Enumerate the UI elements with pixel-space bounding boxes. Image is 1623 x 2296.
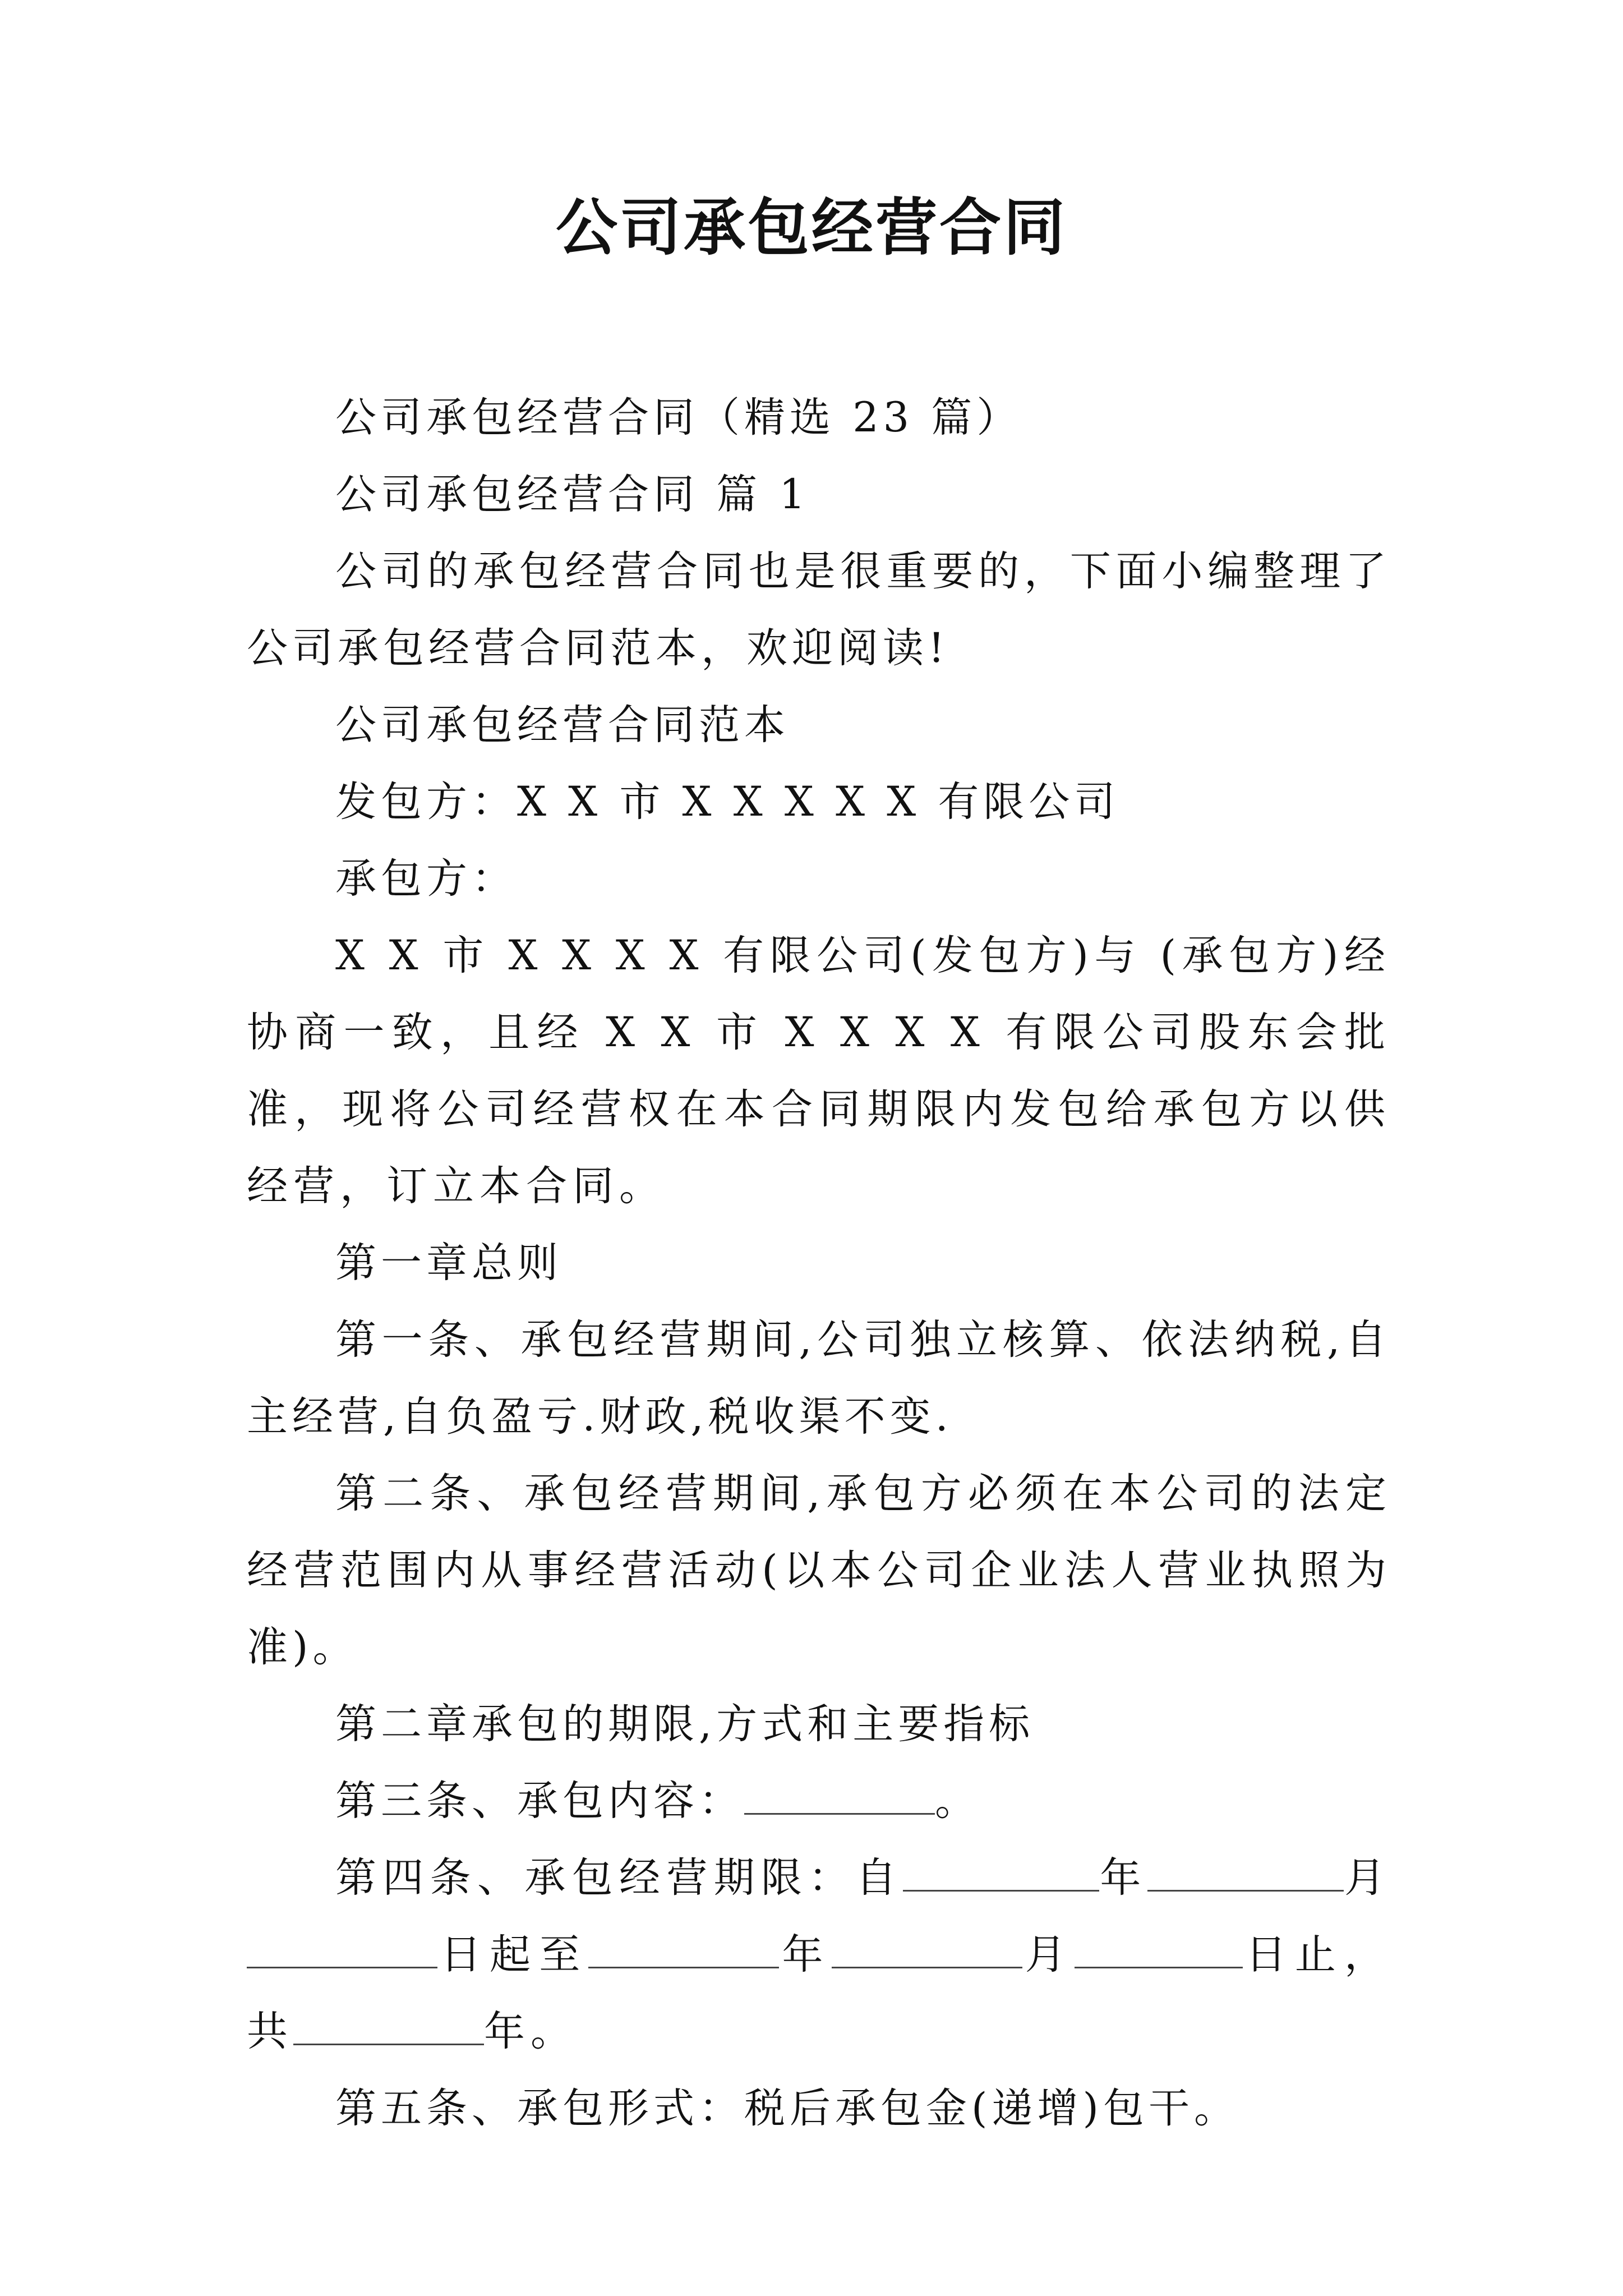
- article-4-blank-month-1: [1147, 1854, 1344, 1892]
- paragraph-party-a: 发包方：X X 市 X X X X X 有限公司: [335, 778, 1120, 826]
- article-4-year-1: 年: [1099, 1854, 1147, 1902]
- paragraph-section-heading: 公司承包经营合同 篇 1: [335, 471, 810, 518]
- paragraph-chapter-1: 第一章总则: [335, 1239, 562, 1287]
- article-4-prefix: 第四条、承包经营期限：自: [335, 1854, 903, 1902]
- paragraph-article-3: [247, 1763, 1391, 1839]
- paragraph-intro: 公司的承包经营合同也是很重要的，下面小编整理了公司承包经营合同范本，欢迎阅读!: [247, 547, 1391, 672]
- article-4-month-1: 月: [1343, 1854, 1391, 1902]
- article-3-prefix: 第三条、承包内容：: [335, 1777, 744, 1825]
- article-4-blank-day-2: [1075, 1931, 1243, 1968]
- paragraph-template-title: 公司承包经营合同范本: [335, 701, 790, 749]
- article-4-blank-year-2: [588, 1931, 779, 1968]
- paragraph-article-2: 第二条、承包经营期间,承包方必须在本公司的法定经营范围内从事经营活动(以本公司企业法人营业执照为准)。: [247, 1470, 1391, 1671]
- article-4-day-1: 日起至: [437, 1931, 589, 1978]
- document-title: 公司承包经营合同: [556, 191, 1067, 264]
- article-4-month-2: 月: [1022, 1931, 1075, 1978]
- paragraph-chapter-2: 第二章承包的期限,方式和主要指标: [335, 1700, 1035, 1748]
- article-4-total-suffix: 年。: [484, 2008, 577, 2055]
- paragraph-article-5: 第五条、承包形式：税后承包金(递增)包干。: [335, 2085, 1239, 2132]
- article-4-blank-month-2: [832, 1931, 1022, 1968]
- article-4-blank-day-1: [247, 1931, 437, 1968]
- article-4-blank-year-1: [903, 1854, 1099, 1892]
- article-4-blank-total: [293, 2008, 484, 2045]
- paragraph-party-b: 承包方：: [335, 855, 517, 903]
- paragraph-article-4: [247, 1839, 1391, 2070]
- article-4-total-prefix: 共: [247, 2008, 293, 2055]
- paragraph-agreement: X X 市 X X X X 有限公司(发包方)与 (承包方)经协商一致，且经 X X 市 X X X X 有限公司股东会批准，现将公司经营权在本合同期限内发包给承包方以供经营，订立本合同。: [247, 932, 1391, 1210]
- article-4-year-2: 年: [779, 1931, 832, 1978]
- article-3-suffix: 。: [935, 1777, 980, 1825]
- article-3-blank: [744, 1777, 935, 1815]
- document-body: [247, 379, 1391, 2147]
- article-4-day-2: 日止，: [1242, 1931, 1391, 1978]
- paragraph-subtitle: 公司承包经营合同（精选 23 篇）: [335, 394, 1022, 441]
- paragraph-article-1: 第一条、承包经营期间,公司独立核算、依法纳税,自主经营,自负盈亏.财政,税收渠不变.: [247, 1316, 1391, 1441]
